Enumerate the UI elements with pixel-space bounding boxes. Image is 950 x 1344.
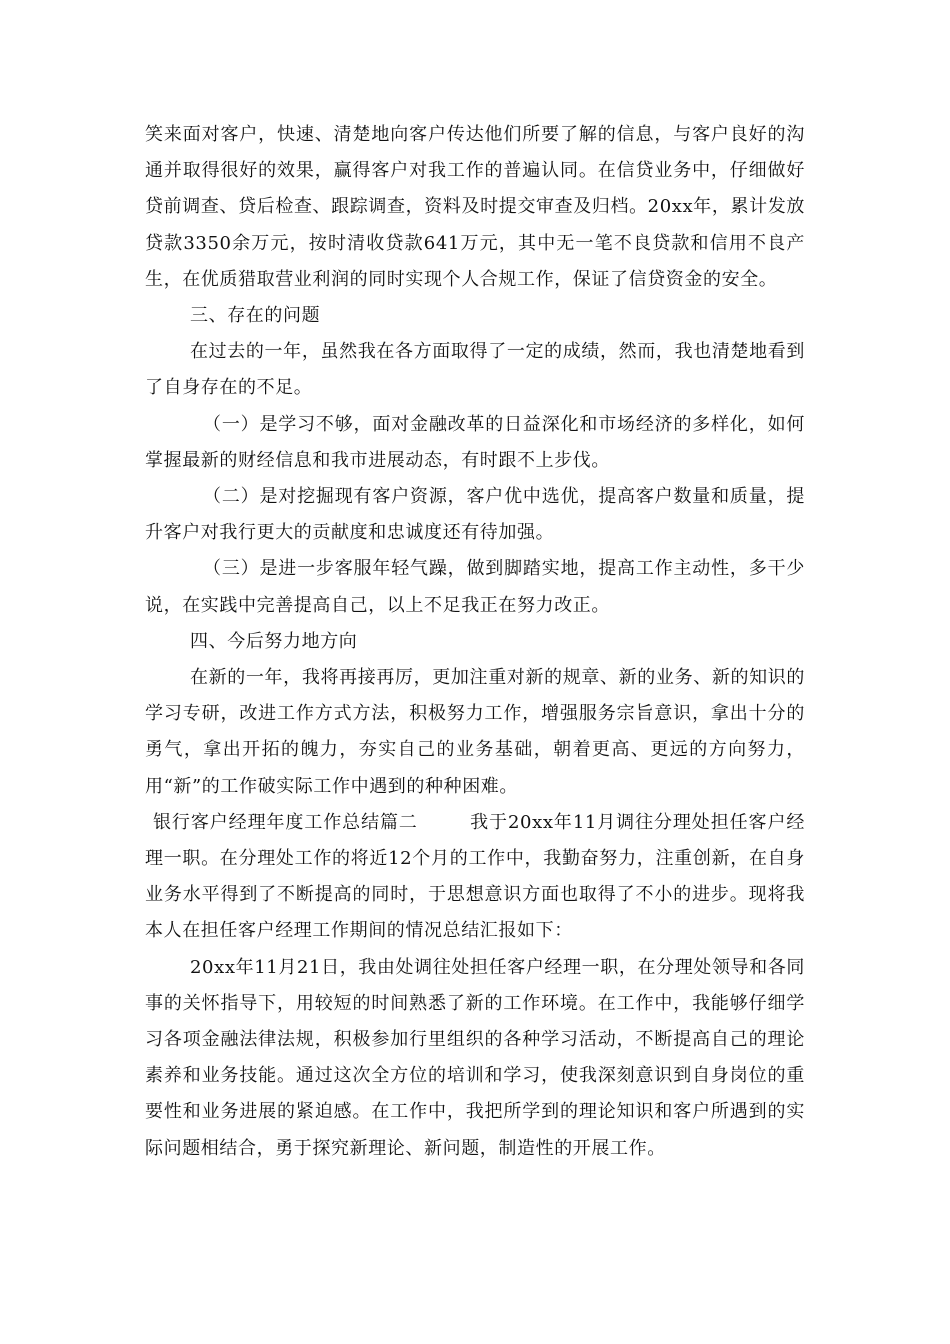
- paragraph-problems-intro: 在过去的一年，虽然我在各方面取得了一定的成绩，然而，我也清楚地看到了自身存在的不足。: [145, 341, 805, 399]
- section-heading-direction: 四、今后努力地方向: [190, 630, 358, 652]
- paragraph-direction: 在新的一年，我将再接再厉，更加注重对新的规章、新的业务、新的知识的学习专研，改进工作方式方法，积极努力工作，增强服务宗旨意识，拿出十分的勇气，拿出开拓的魄力，夯实自己的业务基础，朝着更高、更远的方向努力，用“新”的工作破实际工作中遇到的种种困难。: [145, 667, 805, 797]
- part-two-title: 银行客户经理年度工作总结篇二: [153, 811, 418, 833]
- part-two-body: 我于20xx年11月调往分理处担任客户经理一职。在分理处工作的将近12个月的工作中，我勤奋努力，注重创新，在自身业务水平得到了不断提高的同时，于思想意识方面也取得了不小的进步。现将我本人在担任客户经理工作期间的情况总结汇报如下：: [145, 811, 805, 942]
- paragraph-continuation: 笑来面对客户，快速、清楚地向客户传达他们所要了解的信息，与客户良好的沟通并取得很好的效果，赢得客户对我工作的普遍认同。在信贷业务中，仔细做好贷前调查、贷后检查、跟踪调查，资料及时提交审查及归档。20xx年，累计发放贷款3350余万元，按时清收贷款641万元，其中无一笔不良贷款和信用不良产生，在优质猎取营业利润的同时实现个人合规工作，保证了信贷资金的安全。: [145, 124, 805, 290]
- section-heading-problems: 三、存在的问题: [190, 305, 321, 327]
- paragraph-problem-1: （一）是学习不够，面对金融改革的日益深化和市场经济的多样化，如何掌握最新的财经信息和我市进展动态，有时跟不上步伐。: [145, 413, 805, 471]
- paragraph-experience: 20xx年11月21日，我由处调往处担任客户经理一职，在分理处领导和各同事的关怀指导下，用较短的时间熟悉了新的工作环境。在工作中，我能够仔细学习各项金融法律法规，积极参加行里组织的各种学习活动，不断提高自己的理论素养和业务技能。通过这次全方位的培训和学习，使我深刻意识到自身岗位的重要性和业务进展的紧迫感。在工作中，我把所学到的理论知识和客户所遇到的实际问题相结合，勇于探究新理论、新问题，制造性的开展工作。: [145, 956, 805, 1159]
- paragraph-problem-2: （二）是对挖掘现有客户资源，客户优中选优，提高客户数量和质量，提升客户对我行更大的贡献度和忠诚度还有待加强。: [145, 486, 805, 544]
- paragraph-part-two: [145, 805, 805, 950]
- document-body: [145, 117, 805, 1167]
- paragraph-problem-3: （三）是进一步客服年轻气躁，做到脚踏实地，提高工作主动性，多干少说，在实践中完善提高自己，以上不足我正在努力改正。: [145, 558, 805, 616]
